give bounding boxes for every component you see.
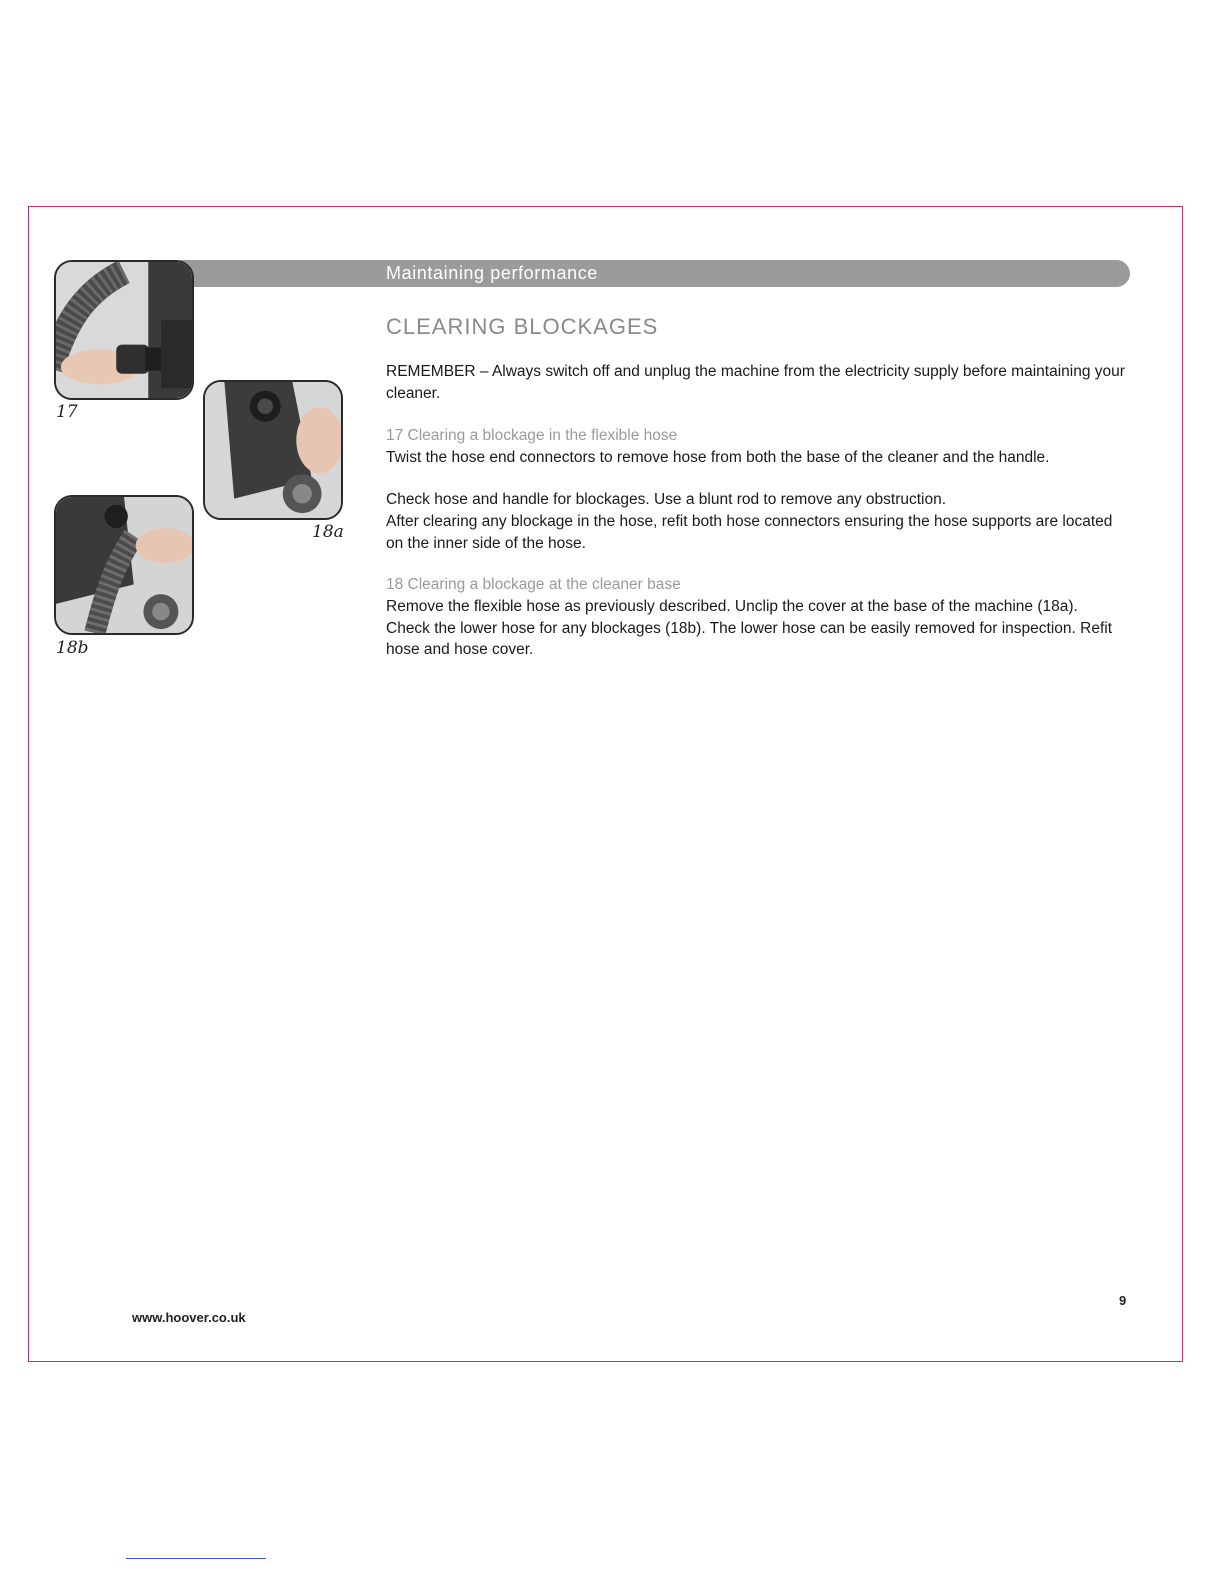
section-header-title: Maintaining performance [386, 263, 598, 283]
page-number: 9 [1119, 1293, 1127, 1308]
lower-hose-illustration [56, 497, 192, 633]
hose-connector-illustration [56, 262, 192, 398]
photo-17-hose-connector [54, 260, 194, 400]
footer-website-url: www.hoover.co.uk [132, 1310, 246, 1325]
step-18-heading: 18 Clearing a blockage at the cleaner base [386, 576, 681, 593]
step-17-line-3: After clearing any blockage in the hose, refit both hose connectors ensuring the hose supports are located on the inner side of the hose. [386, 513, 1113, 552]
step-17-line-1: Twist the hose end connectors to remove hose from both the base of the cleaner and the handle. [386, 449, 1050, 466]
step-17-heading: 17 Clearing a blockage in the flexible hose [386, 427, 678, 444]
figure-label-18a: 18a [312, 522, 344, 542]
base-cover-illustration [205, 382, 341, 518]
figure-label-17: 17 [56, 402, 78, 422]
photo-18a-base-cover [203, 380, 343, 520]
remember-note: REMEMBER – Always switch off and unplug the machine from the electricity supply before maintaining your cleaner. [386, 363, 1125, 402]
section-title: CLEARING BLOCKAGES [386, 314, 659, 339]
step-17-line-2: Check hose and handle for blockages. Use a blunt rod to remove any obstruction. [386, 491, 947, 508]
step-18-body: Remove the flexible hose as previously described. Unclip the cover at the base of the machine (18a). Check the lower hose for any blockages (18b). The lower hose can be easily removed for inspection. Refit hose and hose cover. [386, 598, 1113, 658]
figure-label-18b: 18b [56, 638, 89, 658]
bottom-link-underline [126, 1558, 266, 1559]
photo-18b-lower-hose [54, 495, 194, 635]
section-header-bar [180, 260, 1130, 287]
